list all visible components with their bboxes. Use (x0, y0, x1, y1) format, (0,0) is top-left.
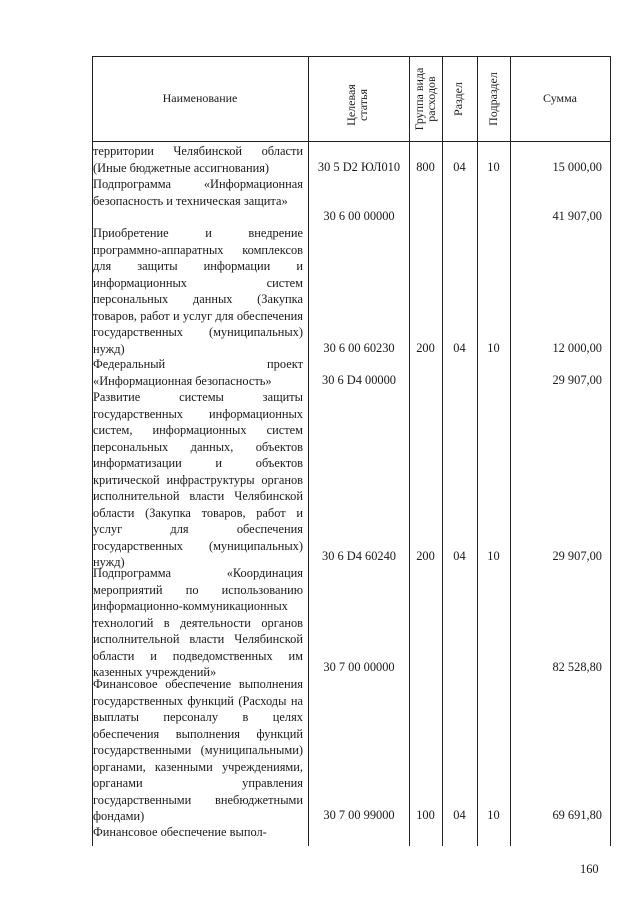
row-subsection: 10 (487, 160, 500, 174)
row-sum: 29 907,00 (552, 549, 602, 563)
row-group: 800 (416, 160, 435, 174)
header-name (92, 56, 308, 141)
row-subsection: 10 (487, 808, 500, 822)
row-group: 200 (416, 341, 435, 355)
row-name: Подпрограмма «Координация мероприятий по использованию информационно-коммуникационных технологий в деятельности органов исполнительной власти Челябинской области и подведомственных им казенных учреждений» (93, 566, 303, 679)
row-group: 200 (416, 549, 435, 563)
row-name: Развитие системы защиты государственных информационных систем, информационных систем персональных данных, объектов информатизации и объектов критической инфраструктуры органов исполнительной власти Челябинской области (Закупка товаров, работ и услуг для обеспечения государственных (муниципальных) нужд) (93, 390, 303, 569)
row-section: 04 (453, 341, 466, 355)
row-name: Приобретение и внедрение программно-аппаратных комплексов для защиты информации и информационных систем персональных данных (Закупка товаров, работ и услуг для обеспечения государственных (муниципальных) нужд) (93, 226, 303, 356)
row-sum: 69 691,80 (552, 808, 602, 822)
col-border-right (610, 56, 611, 846)
header-group-line1: Группа вида (412, 67, 426, 131)
row-target: 30 7 00 00000 (323, 660, 395, 674)
header-section-text: Раздел (451, 82, 465, 116)
row-name: Подпрограмма «Информационная безопасность и техническая защита» (93, 177, 303, 208)
header-section (452, 69, 466, 129)
row-sum: 29 907,00 (552, 373, 602, 387)
header-group (413, 59, 439, 139)
row-section: 04 (453, 549, 466, 563)
row-sum: 82 528,80 (552, 660, 602, 674)
row-target: 30 7 00 99000 (323, 808, 395, 822)
row-subsection: 10 (487, 549, 500, 563)
row-subsection: 10 (487, 341, 500, 355)
row-name: Финансовое обеспечение выпол- (93, 825, 267, 839)
row-group: 100 (416, 808, 435, 822)
row-sum: 41 907,00 (552, 209, 602, 223)
header-group-line2: расходов (424, 76, 438, 122)
header-subsection-text: Подраздел (486, 72, 500, 126)
header-target-line2: статья (356, 89, 370, 121)
row-section: 04 (453, 160, 466, 174)
row-sum: 15 000,00 (552, 160, 602, 174)
header-target (345, 65, 371, 145)
header-target-line1: Целевая (344, 84, 358, 126)
header-sum (510, 56, 610, 141)
row-section: 04 (453, 808, 466, 822)
row-name: Финансовое обеспечение выполнения государственных функций (Расходы на выплаты персоналу в целях обеспечения выполнения функций государственными (муниципальными) органами, казенными учреждениями, органами управления государственными внебюджетными фондами) (93, 677, 303, 823)
row-target: 30 6 D4 60240 (322, 549, 396, 563)
row-target: 30 6 00 00000 (323, 209, 395, 223)
row-target: 30 6 00 60230 (323, 341, 395, 355)
row-name: Федеральный проект «Информационная безопасность» (93, 357, 303, 388)
page-number: 160 (580, 862, 599, 876)
row-target: 30 5 D2 ЮЛ010 (317, 160, 401, 174)
header-name-text: Наименование (162, 91, 238, 105)
row-name: территории Челябинской области (Иные бюджетные ассигнования) (93, 144, 303, 175)
row-target: 30 6 D4 00000 (322, 373, 396, 387)
header-sum-text: Сумма (543, 91, 577, 105)
header-subsection (487, 63, 501, 135)
row-sum: 12 000,00 (552, 341, 602, 355)
